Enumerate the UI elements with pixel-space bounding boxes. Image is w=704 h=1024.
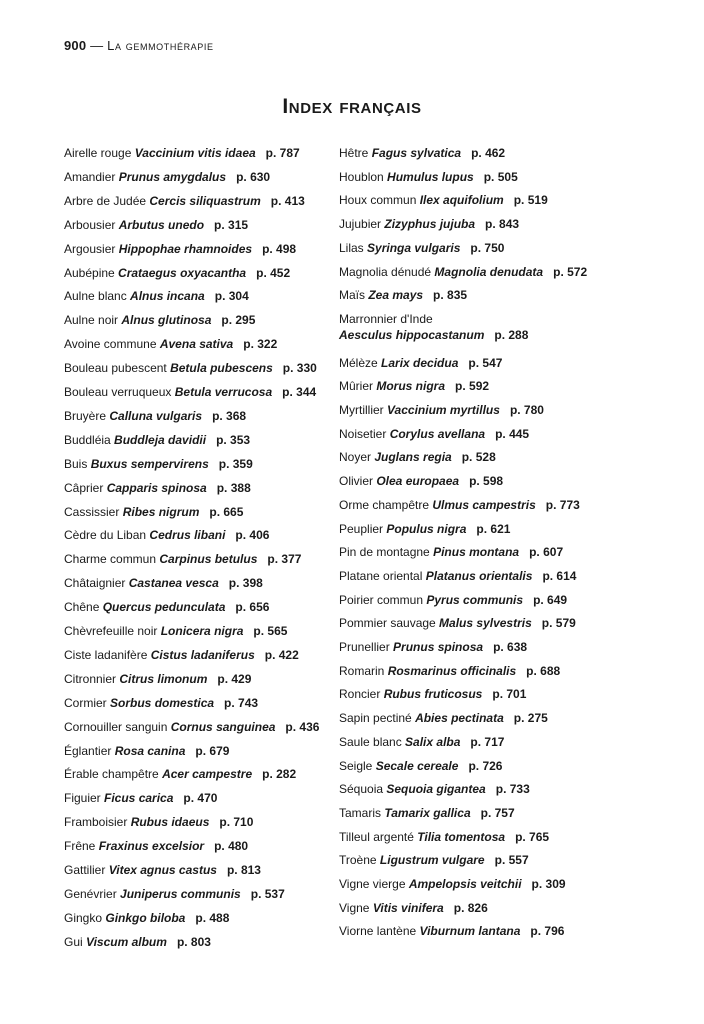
- entry-common-name: Cassissier: [64, 504, 123, 519]
- index-entry: [339, 355, 502, 371]
- index-entry: [64, 288, 249, 304]
- entry-latin-name: Vitex agnus castus: [108, 863, 217, 877]
- entry-page-ref: p. 498: [262, 241, 297, 256]
- index-entry: [64, 790, 217, 806]
- entry-common-name: Viorne lantène: [339, 924, 420, 939]
- index-entry: [64, 432, 250, 448]
- entry-latin-name: Crataegus oxyacantha: [118, 265, 247, 280]
- entry-common-name: Charme commun: [64, 552, 160, 567]
- entry-latin-name: Alnus incana: [130, 289, 205, 304]
- entry-latin-name: Zea mays: [368, 288, 424, 303]
- index-entry: [64, 480, 251, 496]
- entry-common-name: Cornouiller sanguin: [64, 719, 171, 734]
- index-entry: [339, 829, 549, 845]
- index-entry: [64, 623, 287, 639]
- entry-latin-name: Castanea vesca: [128, 576, 219, 591]
- index-entry: [339, 781, 530, 797]
- index-entry: [64, 886, 285, 902]
- index-entry: [339, 145, 505, 161]
- entry-latin-name: Betula verrucosa: [174, 385, 273, 399]
- index-entry: [339, 497, 580, 513]
- entry-latin-name: Rubus fruticosus: [383, 687, 483, 702]
- entry-common-name: Chèvrefeuille noir: [64, 624, 161, 638]
- index-entry: [64, 814, 253, 830]
- entry-common-name: Citronnier: [64, 671, 120, 686]
- entry-page-ref: p. 537: [250, 886, 285, 901]
- entry-latin-name: Ilex aquifolium: [419, 193, 504, 208]
- entry-latin-name: Ampelopsis veitchii: [408, 877, 522, 891]
- entry-page-ref: p. 701: [492, 687, 527, 702]
- entry-page-ref: p. 649: [533, 592, 568, 607]
- index-entry: [64, 766, 296, 782]
- index-entry: [339, 758, 502, 774]
- entry-common-name: Amandier: [64, 169, 119, 184]
- entry-latin-name: Pinus montana: [433, 545, 520, 560]
- entry-common-name: Sapin pectiné: [339, 711, 416, 726]
- index-entry: [339, 402, 544, 418]
- entry-page-ref: p. 304: [214, 289, 249, 304]
- entry-common-name: Maïs: [339, 288, 369, 303]
- entry-page-ref: p. 470: [183, 791, 218, 806]
- entry-latin-name: Rosmarinus officinalis: [387, 663, 517, 678]
- entry-page-ref: p. 422: [264, 647, 299, 662]
- entry-latin-name: Platanus orientalis: [425, 568, 533, 583]
- entry-common-name: Poirier commun: [339, 592, 427, 607]
- entry-common-name: Hêtre: [339, 146, 372, 160]
- index-entry: [64, 265, 290, 281]
- index-entry: [339, 449, 496, 465]
- entry-page-ref: p. 843: [485, 217, 520, 232]
- entry-latin-name: Magnolia denudata: [434, 264, 544, 279]
- running-header: [64, 38, 214, 53]
- index-entry: [339, 568, 576, 584]
- entry-page-ref: p. 638: [493, 640, 528, 654]
- entry-page-ref: p. 656: [235, 600, 270, 615]
- index-entry: [339, 192, 548, 208]
- entry-latin-name: Cedrus libani: [149, 528, 226, 543]
- entry-page-ref: p. 757: [480, 805, 515, 820]
- entry-latin-name: Buxus sempervirens: [90, 456, 209, 471]
- entry-common-name: Olivier: [339, 474, 377, 489]
- entry-common-name: Framboisier: [64, 815, 131, 830]
- index-entry: [64, 169, 270, 185]
- index-entry: [64, 145, 300, 161]
- index-entry: [339, 852, 529, 868]
- entry-common-name: Bouleau pubescent: [64, 361, 171, 376]
- index-entry: [64, 241, 296, 257]
- entry-latin-name: Avena sativa: [159, 337, 234, 352]
- entry-page-ref: p. 765: [515, 829, 550, 844]
- index-entry: [339, 473, 503, 489]
- entry-page-ref: p. 344: [282, 385, 317, 399]
- entry-page-ref: p. 665: [209, 504, 244, 519]
- entry-common-name: Mélèze: [339, 355, 382, 370]
- entry-common-name: Aulne blanc: [64, 289, 131, 304]
- entry-page-ref: p. 621: [476, 521, 511, 536]
- index-entry: [64, 336, 277, 352]
- index-entry: [64, 647, 299, 663]
- entry-latin-name: Cercis siliquastrum: [149, 193, 261, 208]
- entry-page-ref: p. 315: [214, 217, 249, 232]
- page-title: Index français: [282, 95, 422, 118]
- entry-latin-name: Quercus pedunculata: [102, 600, 226, 615]
- entry-common-name: Cormier: [64, 695, 111, 710]
- entry-page-ref: p. 826: [453, 900, 488, 915]
- entry-common-name: Bouleau verruqueux: [64, 385, 175, 399]
- entry-latin-name: Rubus idaeus: [130, 815, 210, 830]
- entry-common-name: Noyer: [339, 450, 375, 465]
- entry-common-name: Séquoia: [339, 782, 387, 797]
- index-entry: [339, 923, 564, 939]
- entry-latin-name: Buddleja davidii: [114, 432, 207, 447]
- entry-latin-name: Salix alba: [405, 734, 461, 749]
- index-entry: [339, 378, 489, 394]
- entry-common-name: Roncier: [339, 687, 384, 702]
- entry-page-ref: p. 726: [468, 758, 503, 773]
- entry-common-name: Buddléia: [64, 432, 115, 447]
- entry-page-ref: p. 398: [228, 576, 263, 591]
- index-entry: [339, 639, 527, 655]
- index-entry: [64, 575, 263, 591]
- entry-common-name: Houx commun: [339, 193, 420, 208]
- entry-common-name: Argousier: [64, 241, 119, 256]
- entry-page-ref: p. 295: [221, 313, 256, 328]
- index-entry: [64, 743, 229, 759]
- entry-common-name: Prunellier: [339, 640, 394, 654]
- index-entry: [339, 805, 515, 821]
- index-entry: [339, 169, 518, 185]
- entry-latin-name: Alnus glutinosa: [121, 313, 212, 328]
- entry-common-name: Bruyère: [64, 408, 110, 423]
- entry-page-ref: p. 733: [495, 782, 530, 797]
- entry-latin-name: Ficus carica: [104, 791, 174, 806]
- entry-page-ref: p. 288: [494, 327, 529, 342]
- entry-page-ref: p. 377: [267, 552, 302, 567]
- entry-common-name: Romarin: [339, 663, 388, 678]
- entry-latin-name: Aesculus hippocastanum: [339, 327, 485, 342]
- entry-page-ref: p. 368: [212, 408, 247, 423]
- entry-common-name: Lilas: [339, 240, 368, 255]
- index-entry: [64, 838, 248, 854]
- entry-page-ref: p. 787: [265, 146, 300, 160]
- entry-latin-name: Vaccinium myrtillus: [387, 403, 500, 417]
- entry-page-ref: p. 429: [217, 671, 252, 686]
- entry-page-ref: p. 813: [226, 863, 261, 877]
- entry-common-name: Houblon: [339, 169, 388, 184]
- entry-common-name: Peuplier: [339, 521, 387, 536]
- entry-common-name: Cèdre du Liban: [64, 528, 150, 543]
- entry-page-ref: p. 282: [262, 767, 297, 782]
- entry-latin-name: Ginkgo biloba: [105, 910, 186, 925]
- entry-page-ref: p. 322: [243, 337, 278, 352]
- entry-common-name: Pommier sauvage: [339, 616, 440, 631]
- index-entry: [64, 193, 305, 209]
- entry-latin-name: Larix decidua: [381, 355, 459, 370]
- entry-latin-name: Zizyphus jujuba: [384, 217, 476, 232]
- entry-page-ref: p. 436: [285, 719, 320, 734]
- running-title: La gemmothérapie: [107, 38, 214, 53]
- index-entry: [64, 671, 251, 687]
- entry-page-ref: p. 519: [513, 193, 548, 208]
- entry-page-ref: p. 630: [236, 169, 271, 184]
- entry-latin-name: Vitis vinifera: [372, 900, 444, 915]
- entry-latin-name: Pyrus communis: [426, 592, 524, 607]
- entry-common-name: Vigne vierge: [339, 877, 409, 891]
- entry-latin-name: Juniperus communis: [120, 886, 241, 901]
- entry-page-ref: p. 796: [530, 924, 565, 939]
- index-entry: [339, 900, 488, 916]
- entry-common-name: Avoine commune: [64, 337, 160, 352]
- index-entry: [339, 592, 567, 608]
- index-entry: [339, 311, 528, 343]
- index-entry: [64, 312, 255, 328]
- entry-page-ref: p. 835: [433, 288, 468, 303]
- index-entry: [339, 663, 560, 679]
- index-entry: [339, 264, 587, 280]
- entry-page-ref: p. 353: [216, 432, 251, 447]
- entry-common-name: Platane oriental: [339, 568, 426, 583]
- entry-page-ref: p. 480: [214, 839, 249, 854]
- entry-page-ref: p. 607: [529, 545, 564, 560]
- entry-page-ref: p. 750: [470, 240, 505, 255]
- entry-page-ref: p. 679: [195, 743, 230, 758]
- entry-page-ref: p. 579: [541, 616, 576, 631]
- entry-latin-name: Morus nigra: [376, 379, 446, 394]
- entry-latin-name: Tamarix gallica: [384, 805, 471, 820]
- entry-latin-name: Rosa canina: [114, 743, 186, 758]
- entry-latin-name: Citrus limonum: [119, 671, 208, 686]
- entry-common-name: Jujubier: [339, 217, 385, 232]
- entry-page-ref: p. 275: [513, 711, 548, 726]
- entry-latin-name: Syringa vulgaris: [367, 240, 461, 255]
- entry-latin-name: Ligustrum vulgare: [379, 853, 485, 868]
- entry-common-name: Tilleul argenté: [339, 829, 418, 844]
- entry-common-name: Mûrier: [339, 379, 377, 394]
- entry-page-ref: p. 565: [253, 624, 288, 638]
- index-entry: [64, 384, 316, 400]
- entry-common-name: Airelle rouge: [64, 146, 135, 160]
- entry-common-name: Figuier: [64, 791, 105, 806]
- entry-latin-name: Prunus amygdalus: [118, 169, 227, 184]
- index-entry: [339, 876, 566, 892]
- index-entry: [339, 710, 548, 726]
- entry-common-name: Tamaris: [339, 805, 385, 820]
- header-separator: —: [90, 38, 104, 53]
- index-entry: [339, 615, 576, 631]
- index-entry: [64, 862, 261, 878]
- entry-common-name: Genévrier: [64, 886, 121, 901]
- index-entry: [64, 527, 269, 543]
- entry-latin-name: Cistus ladaniferus: [150, 647, 255, 662]
- index-entry: [339, 287, 467, 303]
- entry-page-ref: p. 780: [509, 403, 544, 417]
- entry-page-ref: p. 803: [176, 934, 211, 949]
- entry-common-name: Églantier: [64, 743, 115, 758]
- entry-page-ref: p. 557: [494, 853, 529, 868]
- entry-page-ref: p. 528: [461, 450, 496, 465]
- entry-latin-name: Secale cereale: [375, 758, 459, 773]
- entry-page-ref: p. 614: [542, 568, 577, 583]
- entry-latin-name: Carpinus betulus: [159, 552, 258, 567]
- entry-common-name: Gattilier: [64, 863, 109, 877]
- entry-page-ref: p. 452: [256, 265, 291, 280]
- entry-page-ref: p. 359: [218, 456, 253, 471]
- entry-latin-name: Olea europaea: [376, 474, 460, 489]
- entry-page-ref: p. 388: [216, 480, 251, 495]
- entry-common-name: Câprier: [64, 480, 107, 495]
- entry-common-name: Aulne noir: [64, 313, 122, 328]
- index-entry: [339, 521, 510, 537]
- entry-common-name: Troène: [339, 853, 380, 868]
- entry-page-ref: p. 547: [468, 355, 503, 370]
- entry-latin-name: Sorbus domestica: [110, 695, 215, 710]
- entry-latin-name: Sequoia gigantea: [386, 782, 486, 797]
- entry-latin-name: Prunus spinosa: [393, 640, 484, 654]
- entry-latin-name: Malus sylvestris: [439, 616, 532, 631]
- entry-common-name: Buis: [64, 456, 91, 471]
- entry-latin-name: Ribes nigrum: [122, 504, 200, 519]
- entry-page-ref: p. 773: [545, 497, 580, 512]
- page-number: 900: [64, 38, 87, 53]
- entry-page-ref: p. 413: [270, 193, 305, 208]
- entry-common-name: Aubépine: [64, 265, 119, 280]
- index-entry: [339, 216, 519, 232]
- entry-latin-name: Cornus sanguinea: [170, 719, 276, 734]
- entry-common-name: Chêne: [64, 600, 103, 615]
- index-entry: [64, 934, 211, 950]
- entry-common-name: Pin de montagne: [339, 545, 434, 560]
- entry-page-ref: p. 572: [553, 264, 588, 279]
- entry-latin-name: Juglans regia: [374, 450, 452, 465]
- entry-latin-name: Vaccinium vitis idaea: [134, 146, 256, 160]
- entry-page-ref: p. 743: [224, 695, 259, 710]
- index-entry: [64, 217, 248, 233]
- entry-common-name: Noisetier: [339, 426, 390, 441]
- entry-latin-name: Betula pubescens: [170, 361, 273, 376]
- entry-latin-name: Fraxinus excelsior: [98, 839, 205, 854]
- entry-page-ref: p. 598: [469, 474, 504, 489]
- entry-latin-name: Tilia tomentosa: [417, 829, 506, 844]
- index-entry: [339, 240, 504, 256]
- entry-latin-name: Fagus sylvatica: [371, 146, 462, 160]
- entry-common-name: Orme champêtre: [339, 497, 433, 512]
- entry-page-ref: p. 717: [470, 734, 505, 749]
- index-entry: [64, 551, 301, 567]
- entry-latin-name: Hippophae rhamnoides: [118, 241, 253, 256]
- index-entry: [64, 408, 246, 424]
- index-entry: [64, 695, 258, 711]
- entry-page-ref: p. 462: [471, 146, 506, 160]
- entry-common-name: Ciste ladanifère: [64, 647, 151, 662]
- entry-common-name: Vigne: [339, 900, 373, 915]
- index-entry: [64, 456, 253, 472]
- entry-common-name: Saule blanc: [339, 734, 406, 749]
- entry-common-name: Marronnier d'Inde: [339, 311, 433, 326]
- entry-page-ref: p. 330: [282, 361, 317, 376]
- index-entry: [64, 719, 319, 735]
- entry-page-ref: p. 688: [526, 663, 561, 678]
- entry-latin-name: Viburnum lantana: [419, 924, 521, 939]
- index-entry: [64, 910, 229, 926]
- entry-page-ref: p. 710: [219, 815, 254, 830]
- entry-common-name: Gingko: [64, 910, 106, 925]
- entry-common-name: Arbre de Judée: [64, 193, 150, 208]
- entry-latin-name: Lonicera nigra: [160, 624, 244, 638]
- entry-page-ref: p. 445: [495, 426, 530, 441]
- entry-latin-name: Arbutus unedo: [118, 217, 205, 232]
- index-entry: [64, 599, 269, 615]
- entry-latin-name: Calluna vulgaris: [109, 408, 203, 423]
- index-entry: [339, 686, 526, 702]
- index-entry: [339, 426, 529, 442]
- entry-common-name: Frêne: [64, 839, 99, 854]
- entry-latin-name: Ulmus campestris: [432, 497, 536, 512]
- index-entry: [64, 504, 243, 520]
- entry-latin-name: Acer campestre: [162, 767, 253, 782]
- entry-common-name: Seigle: [339, 758, 376, 773]
- entry-page-ref: p. 592: [455, 379, 490, 394]
- entry-page-ref: p. 406: [235, 528, 270, 543]
- entry-latin-name: Humulus lupus: [387, 169, 474, 184]
- entry-page-ref: p. 505: [483, 169, 518, 184]
- entry-page-ref: p. 488: [195, 910, 230, 925]
- entry-page-ref: p. 309: [531, 877, 566, 891]
- entry-common-name: Myrtillier: [339, 403, 387, 417]
- entry-common-name: Arbousier: [64, 217, 119, 232]
- entry-latin-name: Viscum album: [86, 934, 167, 949]
- entry-latin-name: Abies pectinata: [415, 711, 504, 726]
- entry-common-name: Gui: [64, 934, 87, 949]
- entry-common-name: Magnolia dénudé: [339, 264, 435, 279]
- index-entry: [64, 360, 317, 376]
- entry-latin-name: Corylus avellana: [389, 426, 486, 441]
- index-entry: [339, 734, 504, 750]
- entry-common-name: Érable champêtre: [64, 767, 163, 782]
- entry-latin-name: Populus nigra: [386, 521, 467, 536]
- entry-common-name: Châtaignier: [64, 576, 129, 591]
- entry-latin-name: Capparis spinosa: [106, 480, 207, 495]
- index-entry: [339, 544, 563, 560]
